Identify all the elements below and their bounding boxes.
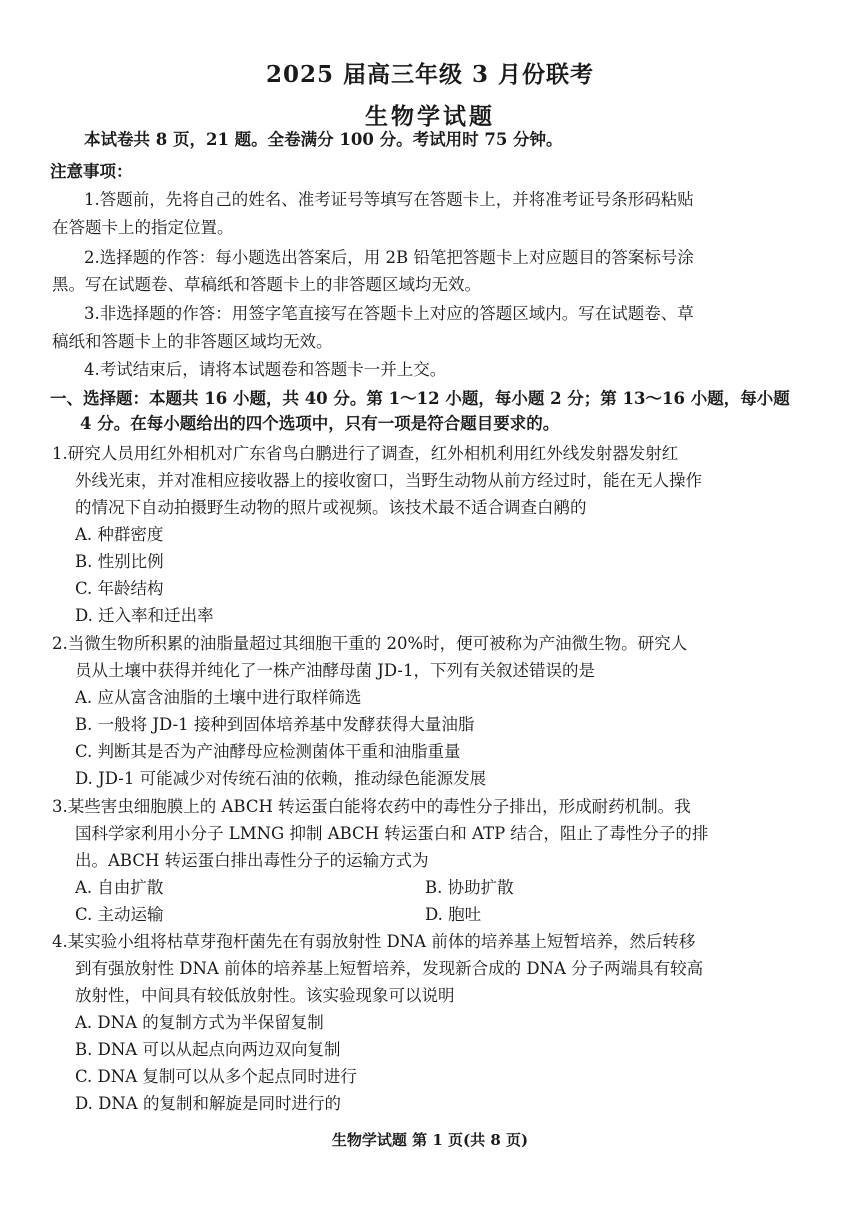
question-1-stem-line-3: 的情况下自动拍摄野生动物的照片或视频。该技术最不适合调查白鹇的 (75, 498, 587, 517)
notice-item-3-line-2: 稿纸和答题卡上的非答题区域均无效。 (52, 332, 333, 351)
notice-item-1-line-1: 1.答题前，先将自己的姓名、准考证号等填写在答题卡上，并将准考证号条形码粘贴 (84, 190, 694, 209)
section-instruction-line-2: 4 分。在每小题给出的四个选项中，只有一项是符合题目要求的。 (80, 414, 560, 433)
exam-title: 2025 届高三年级 3 月份联考 (265, 61, 595, 88)
question-3-option-c: C. 主动运输 (75, 905, 164, 924)
question-2-stem-line-1: 2.当微生物所积累的油脂量超过其细胞干重的 20%时，便可被称为产油微生物。研究人 (52, 634, 688, 653)
question-2-option-c: C. 判断其是否为产油酵母应检测菌体干重和油脂重量 (75, 742, 461, 761)
question-3-stem-line-3: 出。ABCH 转运蛋白排出毒性分子的运输方式为 (75, 851, 429, 870)
question-4-stem-line-2: 到有强放射性 DNA 前体的培养基上短暂培养，发现新合成的 DNA 分子两端具有较高 (75, 959, 704, 978)
exam-subject: 生物学试题 (365, 103, 495, 130)
question-1-option-b: B. 性别比例 (75, 552, 164, 571)
exam-intro: 本试卷共 8 页，21 题。全卷满分 100 分。考试用时 75 分钟。 (84, 130, 563, 149)
question-3-option-d: D. 胞吐 (425, 905, 482, 924)
notice-item-1-line-2: 在答题卡上的指定位置。 (52, 218, 234, 237)
question-3-stem-line-1: 3.某些害虫细胞膜上的 ABCH 转运蛋白能将农药中的毒性分子排出，形成耐药机制。我 (52, 797, 691, 816)
question-1-option-d: D. 迁入率和迁出率 (75, 606, 214, 625)
notice-item-3-line-1: 3.非选择题的作答：用签字笔直接写在答题卡上对应的答题区域内。写在试题卷、草 (84, 304, 694, 323)
question-3-option-a: A. 自由扩散 (75, 878, 164, 897)
page-footer: 生物学试题 第 1 页(共 8 页) (331, 1131, 529, 1149)
question-2-option-d: D. JD-1 可能减少对传统石油的依赖，推动绿色能源发展 (75, 769, 487, 788)
question-3-stem-line-2: 国科学家利用小分子 LMNG 抑制 ABCH 转运蛋白和 ATP 结合，阻止了毒性分子的排 (75, 824, 709, 843)
question-4-option-a: A. DNA 的复制方式为半保留复制 (75, 1013, 324, 1032)
question-2-stem-line-2: 员从土壤中获得并纯化了一株产油酵母菌 JD-1，下列有关叙述错误的是 (75, 661, 595, 680)
notice-item-4: 4.考试结束后，请将本试题卷和答题卡一并上交。 (84, 360, 447, 379)
question-1-stem-line-1: 1.研究人员用红外相机对广东省鸟白鹏进行了调查，红外相机利用红外线发射器发射红 (52, 444, 679, 463)
question-1-option-c: C. 年龄结构 (75, 579, 164, 598)
notice-item-2-line-1: 2.选择题的作答：每小题选出答案后，用 2B 铅笔把答题卡上对应题目的答案标号涂 (84, 248, 694, 267)
question-4-option-c: C. DNA 复制可以从多个起点同时进行 (75, 1067, 357, 1086)
question-4-option-b: B. DNA 可以从起点向两边双向复制 (75, 1040, 341, 1059)
question-1-option-a: A. 种群密度 (75, 525, 164, 544)
question-2-option-b: B. 一般将 JD-1 接种到固体培养基中发酵获得大量油脂 (75, 715, 475, 734)
question-1-stem-line-2: 外线光束，并对准相应接收器上的接收窗口，当野生动物从前方经过时，能在无人操作 (75, 471, 702, 490)
notice-item-2-line-2: 黑。写在试题卷、草稿纸和答题卡上的非答题区域均无效。 (52, 275, 481, 294)
question-4-stem-line-3: 放射性，中间具有较低放射性。该实验现象可以说明 (75, 986, 455, 1005)
question-2-option-a: A. 应从富含油脂的土壤中进行取样筛选 (75, 688, 362, 707)
section-instruction-line-1: 一、选择题：本题共 16 小题，共 40 分。第 1～12 小题，每小题 2 分；第 13～16 小题，每小题 (50, 389, 790, 408)
question-4-option-d: D. DNA 的复制和解旋是同时进行的 (75, 1094, 341, 1113)
notice-heading: 注意事项： (50, 162, 133, 181)
question-3-option-b: B. 协助扩散 (425, 878, 514, 897)
question-4-stem-line-1: 4.某实验小组将枯草芽孢杆菌先在有弱放射性 DNA 前体的培养基上短暂培养，然后转移 (52, 932, 696, 951)
